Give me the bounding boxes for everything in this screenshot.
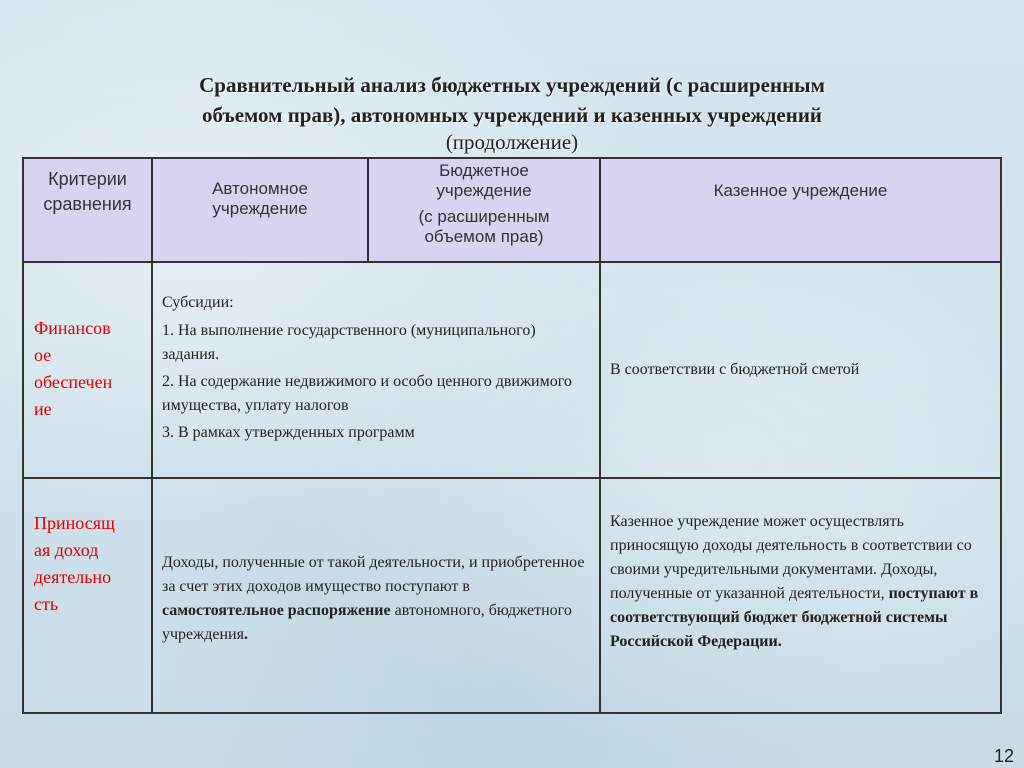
criterion-line: деятельно [34,567,112,587]
header-criteria-line: Критерии [48,169,127,189]
header-autonomous-line: учреждение [212,199,308,218]
income-text-end: . [243,626,248,643]
criterion-line: Приносящ [34,513,115,533]
header-budgetary-line: (с расширенным [418,207,550,226]
criterion-income-activity [23,478,152,713]
table-header-row [23,158,1001,262]
criterion-line: сть [34,594,59,614]
title-line-2: объемом прав), автономных учреждений и казенных учреждений [201,103,823,127]
comparison-table [22,157,1002,714]
state-income-text: Казенное учреждение может осуществлять приносящую доходы деятельность в соответствии со своими учредительными документами. Доходы, полученные от указанной деятельности, [610,513,972,602]
criterion-line: Финансов [34,318,111,338]
income-text: автономного, бюджетного учреждения [162,602,572,643]
title-line-1: Сравнительный анализ бюджетных учреждений (с расширенным [199,73,825,97]
income-activity-state [600,478,1001,713]
criterion-line: ое [34,345,52,365]
income-activity-autonomous-budgetary [152,478,600,713]
header-criteria [23,158,152,262]
header-criteria-line: сравнения [43,194,132,214]
header-budgetary-line: объемом прав) [424,227,544,246]
header-state-label: Казенное учреждение [713,181,888,200]
criterion-line: ая доход [34,540,99,560]
page-number: 12 [993,746,1014,766]
state-financing-text: В соответствии с бюджетной сметой [610,361,860,378]
slide-title [60,70,964,154]
financial-support-autonomous-budgetary [152,262,600,478]
header-autonomous [152,158,368,262]
header-budgetary-line: Бюджетное [439,161,529,180]
header-state [600,158,1001,262]
subsidy-item: 2. На содержание недвижимого и особо ценного движимого имущества, уплату налогов [162,373,572,414]
header-budgetary [368,158,600,262]
financial-support-state [600,262,1001,478]
income-text-bold: самостоятельное распоряжение [162,602,391,619]
table-row [23,478,1001,713]
header-autonomous-line: Автономное [212,179,308,198]
subsidy-item: 3. В рамках утвержденных программ [162,424,415,441]
subsidy-heading: Субсидии: [162,294,234,311]
title-line-3: (продолжение) [445,130,579,154]
criterion-financial-support [23,262,152,478]
criterion-line: ие [34,399,52,419]
header-budgetary-line: учреждение [436,181,532,200]
subsidy-item: 1. На выполнение государственного (муниципального) задания. [162,322,536,363]
income-text: Доходы, полученные от такой деятельности, и приобретенное за счет этих доходов имущество поступают в [162,554,585,595]
state-income-text-bold: поступают в соответствующий бюджет бюджетной системы Российской Федерации. [610,585,979,650]
criterion-line: обеспечен [34,372,113,392]
table-row [23,262,1001,478]
